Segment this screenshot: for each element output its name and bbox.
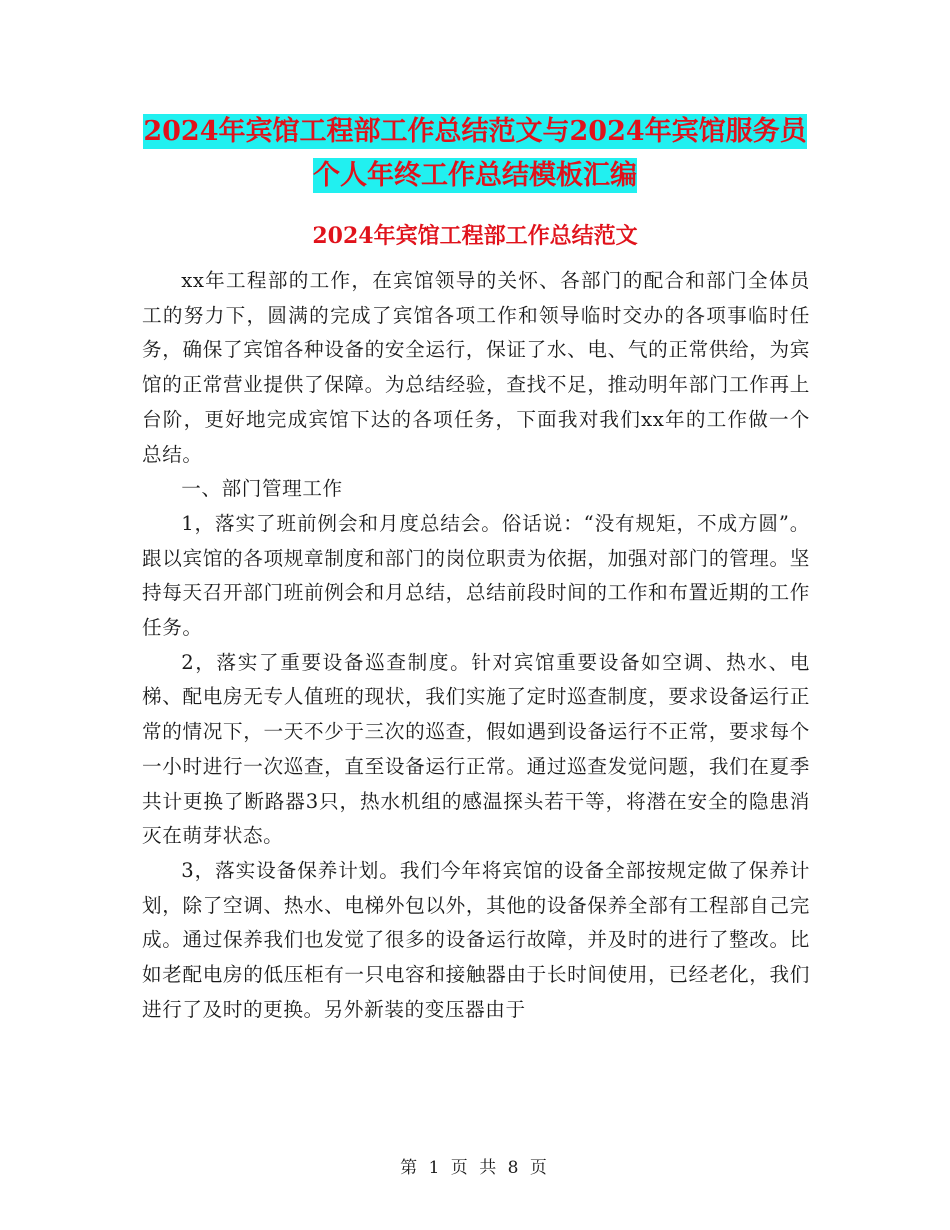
section-title: 2024年宾馆工程部工作总结范文 (312, 223, 638, 249)
paragraph-item-3: 3，落实设备保养计划。我们今年将宾馆的设备全部按规定做了保养计划，除了空调、热水、电梯外包以外，其他的设备保养全部有工程部自己完成。通过保养我们也发觉了很多的设备运行故障，并及时的进行了整改。比如老配电房的低压柜有一只电容和接触器由于长时间使用，已经老化，我们进行了及时的更换。另外新装的变压器由于 (142, 858, 810, 1021)
page-footer: 第 1 页 共 8 页 (400, 1158, 550, 1178)
title-line-2: 个人年终工作总结模板汇编 (313, 160, 637, 191)
paragraph-item-1: 1，落实了班前例会和月度总结会。俗话说：“没有规矩，不成方圆”。跟以宾馆的各项规章制度和部门的岗位职责为依据，加强对部门的管理。坚持每天召开部门班前例会和月总结，总结前段时间的工作和布置近期的工作任务。 (142, 511, 810, 640)
title-line-1: 2024年宾馆工程部工作总结范文与2024年宾馆服务员 (143, 116, 807, 147)
document-title (0, 110, 950, 198)
document-body (142, 264, 810, 1027)
paragraph-heading-1: 一、部门管理工作 (181, 477, 343, 501)
paragraph-item-2: 2，落实了重要设备巡查制度。针对宾馆重要设备如空调、热水、电梯、配电房无专人值班的现状，我们实施了定时巡查制度，要求设备运行正常的情况下，一天不少于三次的巡查，假如遇到设备运行不正常，要求每个一小时进行一次巡查，直至设备运行正常。通过巡查发觉问题，我们在夏季共计更换了断路器3只，热水机组的感温探头若干等，将潜在安全的隐患消灭在萌芽状态。 (142, 650, 810, 848)
paragraph-intro: xx年工程部的工作，在宾馆领导的关怀、各部门的配合和部门全体员工的努力下，圆满的完成了宾馆各项工作和领导临时交办的各项事临时任务，确保了宾馆各种设备的安全运行，保证了水、电、气的正常供给，为宾馆的正常营业提供了保障。为总结经验，查找不足，推动明年部门工作再上台阶，更好地完成宾馆下达的各项任务，下面我对我们xx年的工作做一个总结。 (142, 269, 810, 466)
